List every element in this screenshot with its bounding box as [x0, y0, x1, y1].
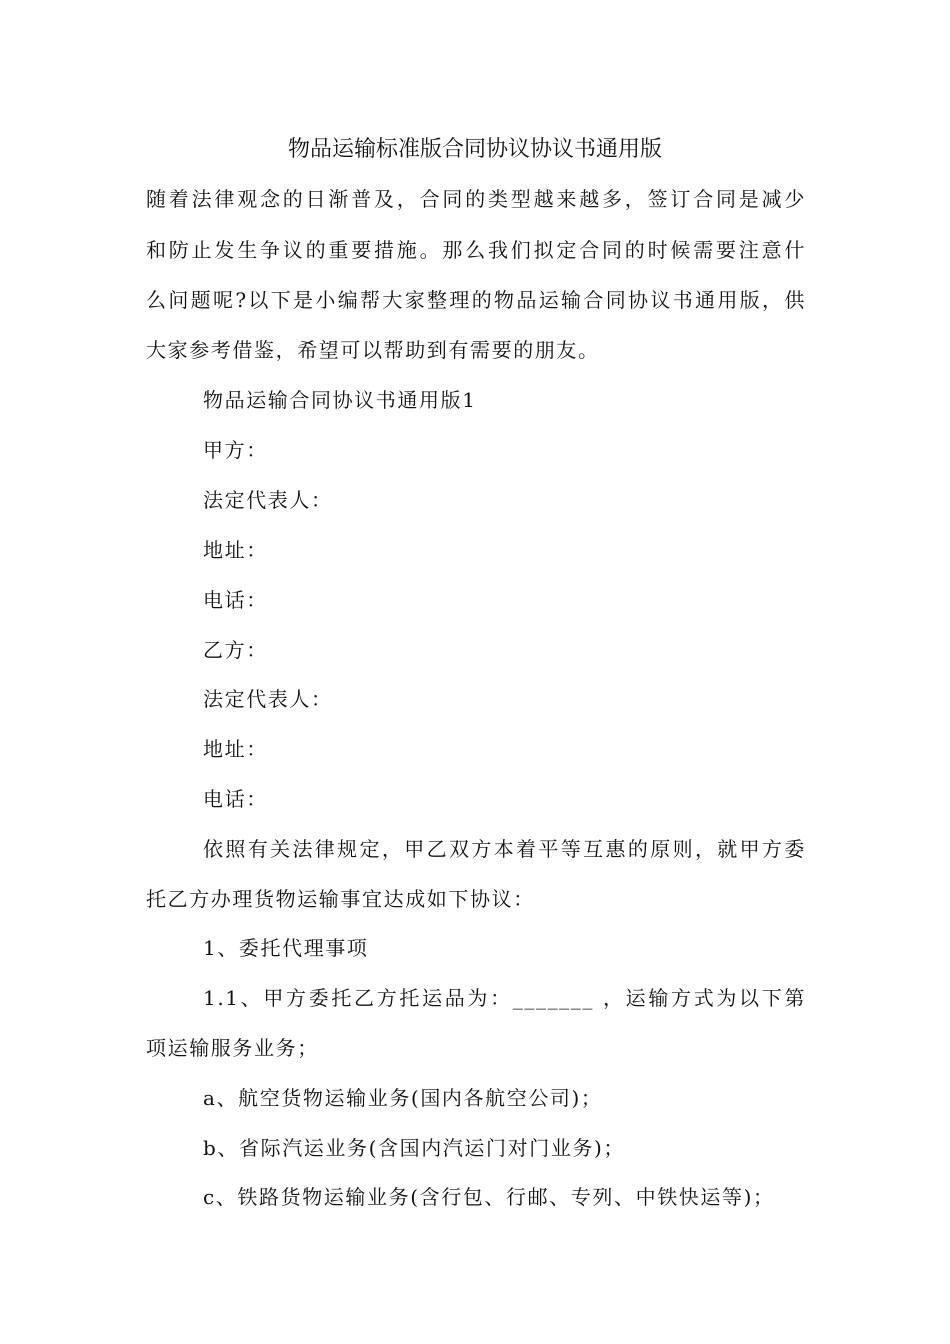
clause-1-1-line-1: 1.1、甲方委托乙方托运品为：_______ ，运输方式为以下第	[203, 986, 806, 1010]
party-a-representative: 法定代表人：	[203, 488, 333, 512]
intro-line-3: 么问题呢?以下是小编帮大家整理的物品运输合同协议书通用版，供	[146, 288, 806, 312]
clause-1-title: 1、委托代理事项	[203, 936, 369, 960]
party-a-phone: 电话：	[203, 588, 268, 612]
agreement-line-2: 托乙方办理货物运输事宜达成如下协议：	[146, 887, 535, 911]
intro-line-1: 随着法律观念的日渐普及，合同的类型越来越多，签订合同是减少	[146, 187, 806, 211]
section-title: 物品运输合同协议书通用版1	[203, 388, 477, 412]
party-a-label: 甲方：	[203, 438, 268, 462]
document-title: 物品运输标准版合同协议协议书通用版	[287, 137, 662, 162]
service-item-air: a、航空货物运输业务(国内各航空公司)；	[203, 1086, 603, 1110]
party-b-label: 乙方：	[203, 638, 268, 662]
party-a-address: 地址：	[203, 538, 268, 562]
service-item-road: b、省际汽运业务(含国内汽运门对门业务)；	[203, 1136, 626, 1160]
service-item-rail: c、铁路货物运输业务(含行包、行邮、专列、中铁快运等)；	[203, 1185, 775, 1209]
intro-line-2: 和防止发生争议的重要措施。那么我们拟定合同的时候需要注意什	[146, 238, 806, 262]
party-b-phone: 电话：	[203, 787, 268, 811]
party-b-address: 地址：	[203, 737, 268, 761]
party-b-representative: 法定代表人：	[203, 687, 333, 711]
clause-1-1-line-2: 项运输服务业务；	[146, 1036, 319, 1060]
agreement-line-1: 依照有关法律规定，甲乙双方本着平等互惠的原则，就甲方委	[203, 837, 806, 861]
intro-line-4: 大家参考借鉴，希望可以帮助到有需要的朋友。	[146, 338, 600, 362]
